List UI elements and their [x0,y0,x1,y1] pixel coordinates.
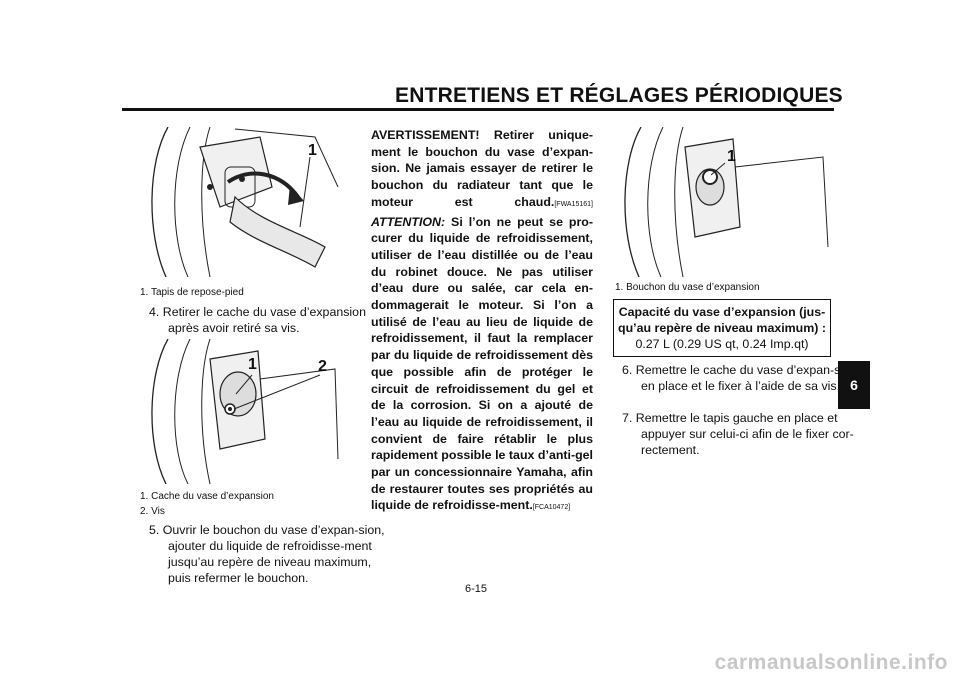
warning-block [371,127,593,517]
warning-text-part1: AVERTISSEMENT! Retirer unique-ment le bouchon du vase d’expan-sion. Ne jamais essayer de retirer le bouchon du radiateur tant que le moteur est chaud. [371,128,593,209]
attention-label: ATTENTION: [371,214,446,229]
figure-3-caption-1: 1. Bouchon du vase d’expansion [615,282,760,293]
watermark: carmanualsonline.info [714,651,948,674]
capacity-title: Capacité du vase d’expansion (jus-qu’au repère de niveau maximum) : [618,305,826,335]
step-6: 6. Remettre le cache du vase d’expan-sion en place et le fixer à l’aide de sa vis. [622,363,857,393]
capacity-box [613,299,831,357]
warning-code-2: [FCA10472] [532,504,571,512]
figure-footrest-mat [140,127,340,277]
step-7: 7. Remettre le tapis gauche en place et appuyer sur celui-ci afin de le fixer cor-rectement. [622,411,854,457]
figure-2-caption-2: 2. Vis [140,506,165,517]
page-number: 6-15 [465,583,488,595]
figure-expansion-tank-cap [613,127,831,277]
figure-3-callout-1: 1 [727,148,736,165]
figure-1-callout-1: 1 [308,142,317,159]
section-tab: 6 [838,361,870,409]
step-5: 5. Ouvrir le bouchon du vase d’expan-sion, ajouter du liquide de refroidisse-ment jusqu’au repère de niveau maximum, puis refermer le bouchon. [149,523,385,585]
figure-2-callout-2: 2 [318,358,327,375]
warning-text-part2: Si l’on ne peut se pro-curer du liquide de refroidissement, utiliser de l’eau distillée ou de l’eau du robinet douce. Ne pas utiliser d’eau dure ou salée, car cela en-dommagerait le moteur. Si l’on a utilisé de l’eau au lieu de liquide de refroidissement, il faut la remplacer par du liquide de refroidissement dès que possible afin de protéger le circuit de refroidissement du gel et de la corrosion. Si on a ajouté de l’eau au liquide de refroidissement, il convient de faire rétablir le plus rapidement possible le taux d’anti-gel par un concessionnaire Yamaha, afin de restaurer toutes ses propriétés au liquide de refroidisse-ment. [371,214,593,513]
step-4: 4. Retirer le cache du vase d’expansion après avoir retiré sa vis. [149,305,366,335]
figure-2-caption-1: 1. Cache du vase d’expansion [140,491,274,502]
header-rule [122,108,834,111]
capacity-value: 0.27 L (0.29 US qt, 0.24 Imp.qt) [635,337,809,351]
figure-1-caption-1: 1. Tapis de repose-pied [140,287,244,298]
warning-code-1: [FWA15161] [554,200,593,208]
figure-expansion-tank-cover [140,339,340,484]
figure-2-callout-1: 1 [248,356,257,373]
page-header-title: ENTRETIENS ET RÉGLAGES PÉRIODIQUES [395,84,843,107]
